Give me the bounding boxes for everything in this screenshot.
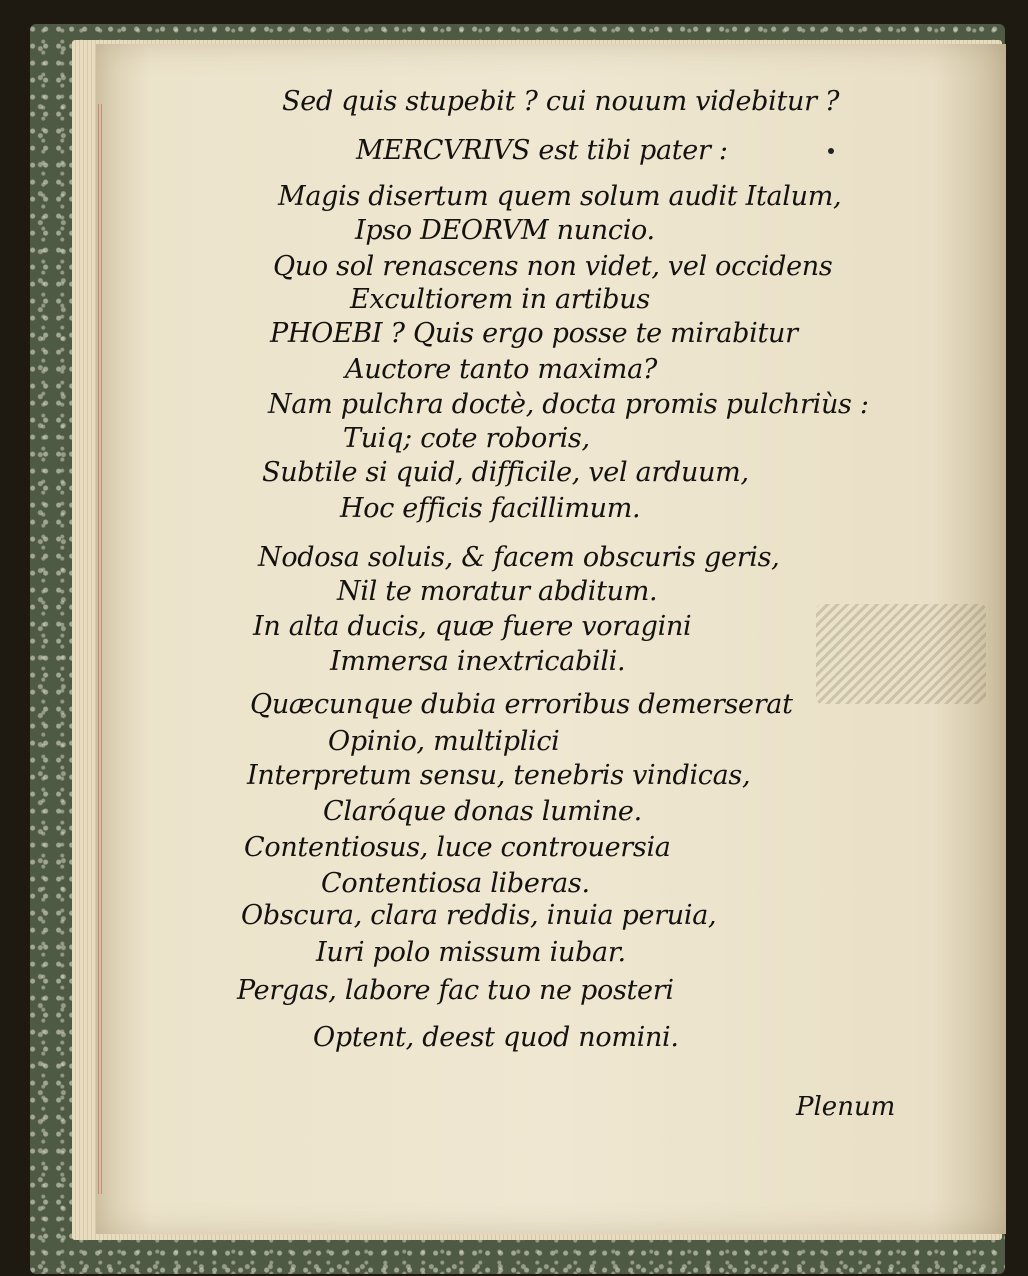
poem-line: Interpretum sensu, tenebris vindicas, xyxy=(247,760,751,791)
catchword: Plenum xyxy=(796,1092,896,1122)
poem-line: Hoc efficis facillimum. xyxy=(340,493,641,524)
poem-line: MERCVRIVS est tibi pater : xyxy=(356,135,728,166)
poem-line: Opinio, multiplici xyxy=(328,726,560,757)
poem-line: Auctore tanto maxima? xyxy=(345,354,658,385)
poem-line: Nam pulchra doctè, docta promis pulchriùs : xyxy=(268,389,869,420)
poem-line: Magis disertum quem solum audit Italum, xyxy=(278,181,842,212)
poem-line: Pergas, labore fac tuo ne posteri xyxy=(237,975,674,1006)
poem-line: Iuri polo missum iubar. xyxy=(316,937,626,968)
poem-line: Nodosa soluis, & facem obscuris geris, xyxy=(258,542,780,573)
poem-line: Quæcunque dubia erroribus demerserat xyxy=(250,689,793,720)
poem-line: Immersa inextricabili. xyxy=(330,646,626,677)
poem-line: Contentiosa liberas. xyxy=(321,868,590,899)
poem-line: Subtile si quid, difficile, vel arduum, xyxy=(262,457,749,488)
poem-line: Sed quis stupebit ? cui nouum videbitur ? xyxy=(282,86,840,117)
poem-line: Quo sol renascens non videt, vel occidens xyxy=(273,251,833,282)
poem-line: In alta ducis, quæ fuere voragini xyxy=(253,611,692,642)
poem-line: Nil te moratur abditum. xyxy=(337,576,658,607)
poem-line: Excultiorem in artibus xyxy=(350,284,650,315)
poem-line: Ipso DEORVM nuncio. xyxy=(355,215,655,246)
poem-line: PHOEBI ? Quis ergo posse te mirabitur xyxy=(270,318,798,349)
poem-line: Tuiq; cote roboris, xyxy=(343,423,590,454)
poem-line: Claróque donas lumine. xyxy=(323,796,642,827)
poem-line: Obscura, clara reddis, inuia peruia, xyxy=(241,900,717,931)
poem-line: Optent, deest quod nomini. xyxy=(313,1022,679,1053)
poem-line: Contentiosus, luce controuersia xyxy=(244,832,671,863)
